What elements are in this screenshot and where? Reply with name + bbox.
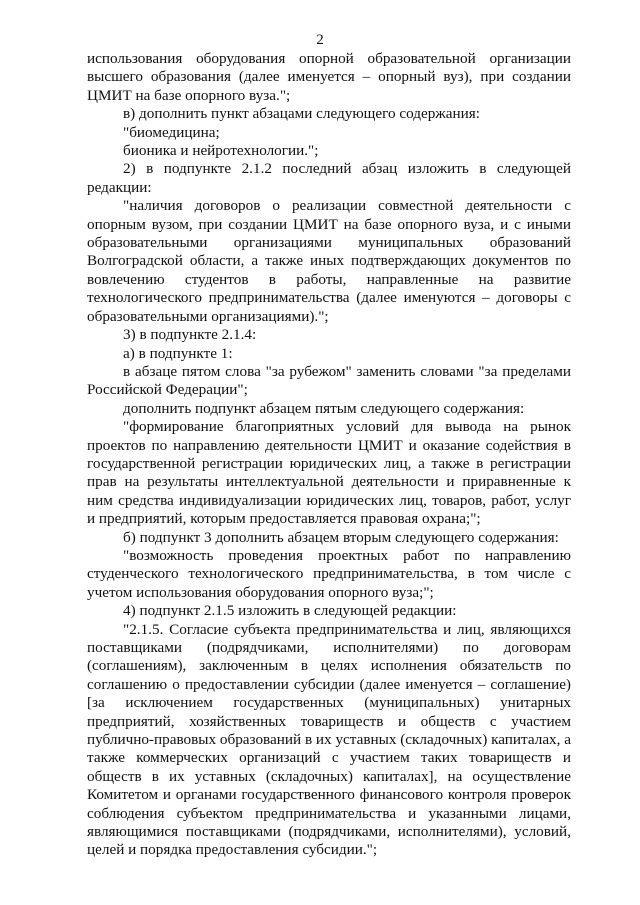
body-paragraph: дополнить подпункт абзацем пятым следующего содержания:	[123, 399, 525, 417]
body-paragraph: "наличия договоров о реализации совместной деятельности с опорным вузом, при создании ЦМИТ на базе опорного вуза, и с иными образовательными организациями муниципальных образований Волгоградской области, а также иных подтверждающих документов по вовлечению студентов в работы, направленные на развитие технологического предпринимательства (далее именуются – договоры с образовательными организациями).";	[87, 197, 571, 325]
body-paragraph: "возможность проведения проектных работ по направлению студенческого технологического предпринимательства, в том числе с учетом использования оборудования опорного вуза;";	[87, 546, 571, 601]
body-paragraph: "2.1.5. Согласие субъекта предпринимательства и лиц, являющихся поставщиками (подрядчиками, исполнителями) по договорам (соглашениям), заключенным в целях исполнения обязательств по соглашению о предоставлении субсидии (далее именуется – соглашение) [за исключением государственных (муниципальных) унитарных предприятий, хозяйственных товариществ и обществ с участием публично-правовых образований в их уставных (складочных) капиталах, а также коммерческих организаций с участием таких товариществ и обществ в их уставных (складочных) капиталах], на осуществление Комитетом и органами государственного финансового контроля проверок соблюдения субъектом предпринимательства и указанными лицами, являющимися поставщиками (подрядчиками, исполнителями), условий, целей и порядка предоставления субсидии.";	[87, 620, 571, 859]
body-paragraph: а) в подпункте 1:	[123, 344, 233, 362]
body-paragraph: 4) подпункт 2.1.5 изложить в следующей редакции:	[123, 602, 457, 620]
body-paragraph: "формирование благоприятных условий для вывода на рынок проектов по направлению деятельности ЦМИТ и оказание содействия в государственной регистрации юридических лиц, а также в регистрации прав на результаты интеллектуальной деятельности и приравненные к ним средства индивидуализации юридических лиц, товаров, работ, услуг и предприятий, которым предоставляется правовая охрана;";	[87, 418, 571, 528]
body-paragraph: в) дополнить пункт абзацами следующего содержания:	[123, 105, 480, 123]
body-paragraph: 3) в подпункте 2.1.4:	[123, 326, 257, 344]
body-paragraph: в абзаце пятом слова "за рубежом" заменить словами "за пределами Российской Федерации";	[87, 362, 571, 399]
body-paragraph: б) подпункт 3 дополнить абзацем вторым следующего содержания:	[123, 528, 559, 546]
body-paragraph: "биомедицина;	[123, 123, 220, 141]
body-paragraph: 2) в подпункте 2.1.2 последний абзац изложить в следующей редакции:	[87, 160, 571, 196]
page-number: 2	[316, 32, 324, 48]
body-paragraph: использования оборудования опорной образовательной организации высшего образования (далее именуется – опорный вуз), при создании ЦМИТ на базе опорного вуза.";	[87, 50, 571, 104]
document-body	[87, 50, 571, 860]
body-paragraph: бионика и нейротехнологии.";	[123, 142, 319, 160]
